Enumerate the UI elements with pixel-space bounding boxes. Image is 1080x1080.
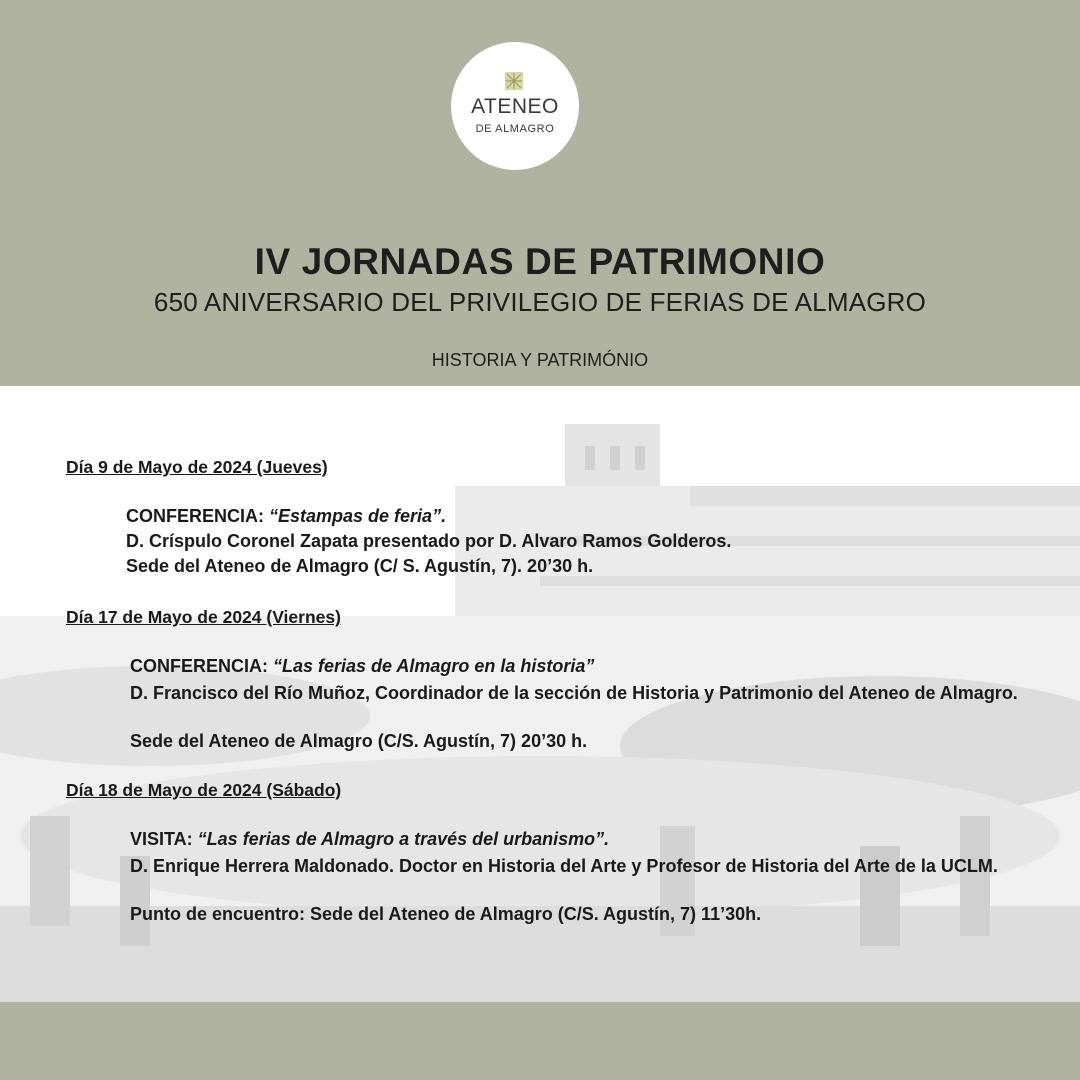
logo-mark-icon: [505, 72, 523, 90]
event-title-1: [126, 506, 446, 527]
event-speaker-3: D. Enrique Herrera Maldonado. Doctor en Historia del Arte y Profesor de Historia del Arte de la UCLM.: [130, 856, 998, 876]
page-subtitle: 650 ANIVERSARIO DEL PRIVILEGIO DE FERIAS DE ALMAGRO: [153, 287, 927, 317]
event-title-2: [130, 656, 594, 677]
event-day-3: Día 18 de Mayo de 2024 (Sábado): [66, 780, 342, 800]
event-speaker-2: D. Francisco del Río Muñoz, Coordinador de la sección de Historia y Patrimonio del Ateneo de Almagro.: [130, 683, 1018, 703]
footer-band: [0, 1002, 1080, 1080]
logo-text-almagro: DE ALMAGRO: [475, 123, 555, 135]
event-type-3: VISITA:: [130, 829, 198, 849]
section-label: HISTORIA Y PATRIMÓNIO: [431, 350, 649, 370]
event-place-2: Sede del Ateneo de Almagro (C/S. Agustín, 7) 20’30 h.: [130, 731, 588, 751]
event-place-3: Punto de encuentro: Sede del Ateneo de Almagro (C/S. Agustín, 7) 11’30h.: [130, 904, 762, 924]
event-type-2: CONFERENCIA:: [130, 656, 273, 676]
event-name-2: “Las ferias de Almagro en la historia”: [273, 656, 595, 676]
event-name-3: “Las ferias de Almagro a través del urbanismo”.: [197, 829, 610, 849]
page-title: IV JORNADAS DE PATRIMONIO: [254, 241, 826, 282]
logo-text-ateneo: ATENEO: [471, 95, 559, 118]
event-day-1: Día 9 de Mayo de 2024 (Jueves): [66, 457, 328, 477]
event-place-1: Sede del Ateneo de Almagro (C/ S. Agustín, 7). 20’30 h.: [126, 556, 594, 576]
event-day-2: Día 17 de Mayo de 2024 (Viernes): [66, 607, 341, 627]
event-type-1: CONFERENCIA:: [126, 506, 269, 526]
ateneo-logo: [451, 42, 579, 170]
event-name-1: “Estampas de feria”.: [269, 506, 447, 526]
event-title-3: [130, 829, 609, 850]
event-speaker-1: D. Críspulo Coronel Zapata presentado por D. Alvaro Ramos Golderos.: [126, 531, 732, 551]
